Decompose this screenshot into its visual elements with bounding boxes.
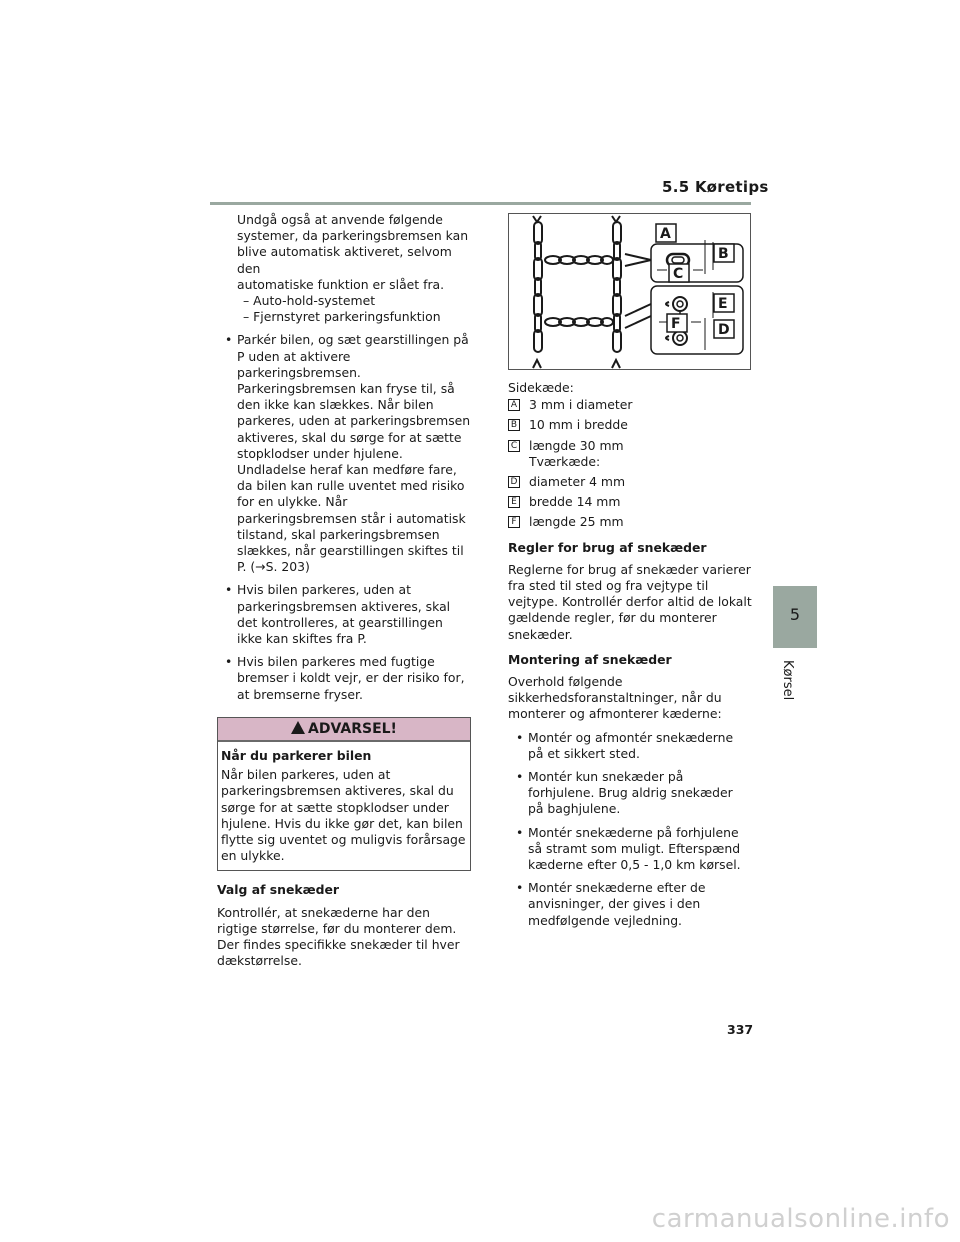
spec-row bbox=[508, 417, 752, 433]
vertical-chain-right bbox=[612, 216, 621, 368]
mounting-text: Overhold følgende sikkerhedsforanstaltninger, når du monterer og afmonterer kæderne: bbox=[508, 674, 722, 722]
spec-text: længde 25 mm bbox=[529, 514, 624, 530]
vertical-chain-left bbox=[533, 216, 542, 368]
warning-box bbox=[217, 717, 471, 871]
intro-paragraph bbox=[217, 212, 471, 293]
spec-text: diameter 4 mm bbox=[529, 474, 626, 490]
figure-label-d: D bbox=[718, 322, 730, 338]
rules-heading: Regler for brug af snekæder bbox=[508, 539, 707, 555]
right-column bbox=[508, 380, 752, 929]
spec-row bbox=[508, 514, 752, 530]
chain-illustration bbox=[509, 214, 750, 369]
spec-key: B bbox=[508, 419, 520, 431]
warning-triangle-icon bbox=[291, 721, 305, 734]
bullet-item: • Hvis bilen parkeres, uden at parkeringsbremsen aktiveres, skal det kontrolleres, at gearstillingen ikke kan skiftes fra P. bbox=[217, 582, 471, 647]
intro-line: blive automatisk aktiveret, selvom den bbox=[237, 244, 452, 276]
warning-label: ADVARSEL! bbox=[308, 720, 397, 737]
warning-text: Når bilen parkeres, uden at parkeringsbremsen aktiveres, skal du sørge for at sætte stopklodser under hjulene. Hvis du ikke gør det, kan bilen flytte sig uventet og muligvis forårsage en ulykke. bbox=[221, 767, 466, 864]
warning-header bbox=[218, 718, 470, 742]
page-number: 337 bbox=[727, 1022, 754, 1037]
side-chain-label: Sidekæde: bbox=[508, 380, 574, 395]
spec-key: D bbox=[508, 476, 520, 488]
spec-text-group bbox=[529, 438, 624, 470]
section-title: 5.5 Køretips bbox=[662, 178, 769, 196]
mounting-heading: Montering af snekæder bbox=[508, 651, 672, 667]
cross-chain-bottom bbox=[545, 304, 651, 328]
header-divider bbox=[210, 202, 751, 205]
figure-label-f: F bbox=[671, 316, 681, 332]
dash-item: – Auto-hold-systemet bbox=[243, 293, 376, 309]
spec-key: A bbox=[508, 399, 520, 411]
figure-label-b: B bbox=[718, 246, 729, 262]
spec-key: E bbox=[508, 496, 520, 508]
spec-text: 3 mm i diameter bbox=[529, 397, 633, 413]
spec-row bbox=[508, 397, 752, 413]
warning-body bbox=[218, 742, 470, 870]
bullet-item: • Hvis bilen parkeres med fugtige bremser i koldt vejr, er der risiko for, at bremserne fryser. bbox=[217, 654, 471, 703]
intro-line: systemer, da parkeringsbremsen kan bbox=[237, 228, 469, 244]
spec-key: C bbox=[508, 440, 520, 452]
watermark: carmanualsonline.info bbox=[651, 1204, 950, 1234]
spec-text: bredde 14 mm bbox=[529, 494, 621, 510]
intro-line: Undgå også at anvende følgende bbox=[237, 212, 443, 227]
figure-label-a: A bbox=[660, 226, 671, 242]
bullet-item: • Montér snekæderne efter de anvisninger, der gives i den medfølgende vejledning. bbox=[508, 880, 752, 929]
figure-label-c: C bbox=[673, 266, 684, 282]
snow-chain-text: Kontrollér, at snekæderne har den rigtige størrelse, før du monterer dem. Der findes specifikke snekæder til hver dækstørrelse. bbox=[217, 904, 460, 969]
chapter-number: 5 bbox=[789, 605, 801, 624]
rules-text: Reglerne for brug af snekæder varierer fra sted til sted og fra vejtype til vejtype. Kontrollér derfor altid de lokalt gældende regler, før du monterer snekæder. bbox=[508, 561, 752, 642]
bullet-item: • Montér snekæderne på forhjulene så stramt som muligt. Efterspænd kæderne efter 0,5 - 1,0 km kørsel. bbox=[508, 825, 752, 874]
spec-text: længde 30 mm bbox=[529, 437, 624, 453]
spec-row bbox=[508, 494, 752, 510]
warning-title: Når du parkerer bilen bbox=[221, 747, 372, 763]
intro-line: automatiske funktion er slået fra. bbox=[237, 276, 445, 292]
bullet-item: • Montér og afmontér snekæderne på et sikkert sted. bbox=[508, 730, 752, 762]
left-column bbox=[217, 212, 471, 969]
spec-key: F bbox=[508, 516, 520, 528]
cross-chain-top bbox=[545, 254, 651, 266]
bullet-item: • Parkér bilen, og sæt gearstillingen på P uden at aktivere parkeringsbremsen. Parkeringsbremsen kan fryse til, så den ikke kan slækkes. Når bilen parkeres, uden at parkeringsbremsen aktiveres, skal du sørge for at sætte stopklodser under hjulene. Undladelse heraf kan medføre fare, da bilen kan rulle uventet med risiko for en ulykke. Når parkeringsbremsen står i automatisk tilstand, skal parkeringsbremsen slækkes, når gearstillingen skiftes til P. (→S. 203) bbox=[217, 332, 471, 575]
snow-chain-figure bbox=[508, 213, 751, 370]
figure-label-e: E bbox=[718, 296, 728, 312]
snow-chain-heading: Valg af snekæder bbox=[217, 882, 339, 898]
bullet-item: • Montér kun snekæder på forhjulene. Brug aldrig snekæder på baghjulene. bbox=[508, 769, 752, 818]
cross-chain-label: Tværkæde: bbox=[529, 453, 601, 469]
dash-item: – Fjernstyret parkeringsfunktion bbox=[243, 309, 441, 325]
spec-row bbox=[508, 438, 752, 470]
spec-text: 10 mm i bredde bbox=[529, 417, 628, 433]
spec-row bbox=[508, 474, 752, 490]
chapter-label: Kørsel bbox=[780, 660, 795, 701]
